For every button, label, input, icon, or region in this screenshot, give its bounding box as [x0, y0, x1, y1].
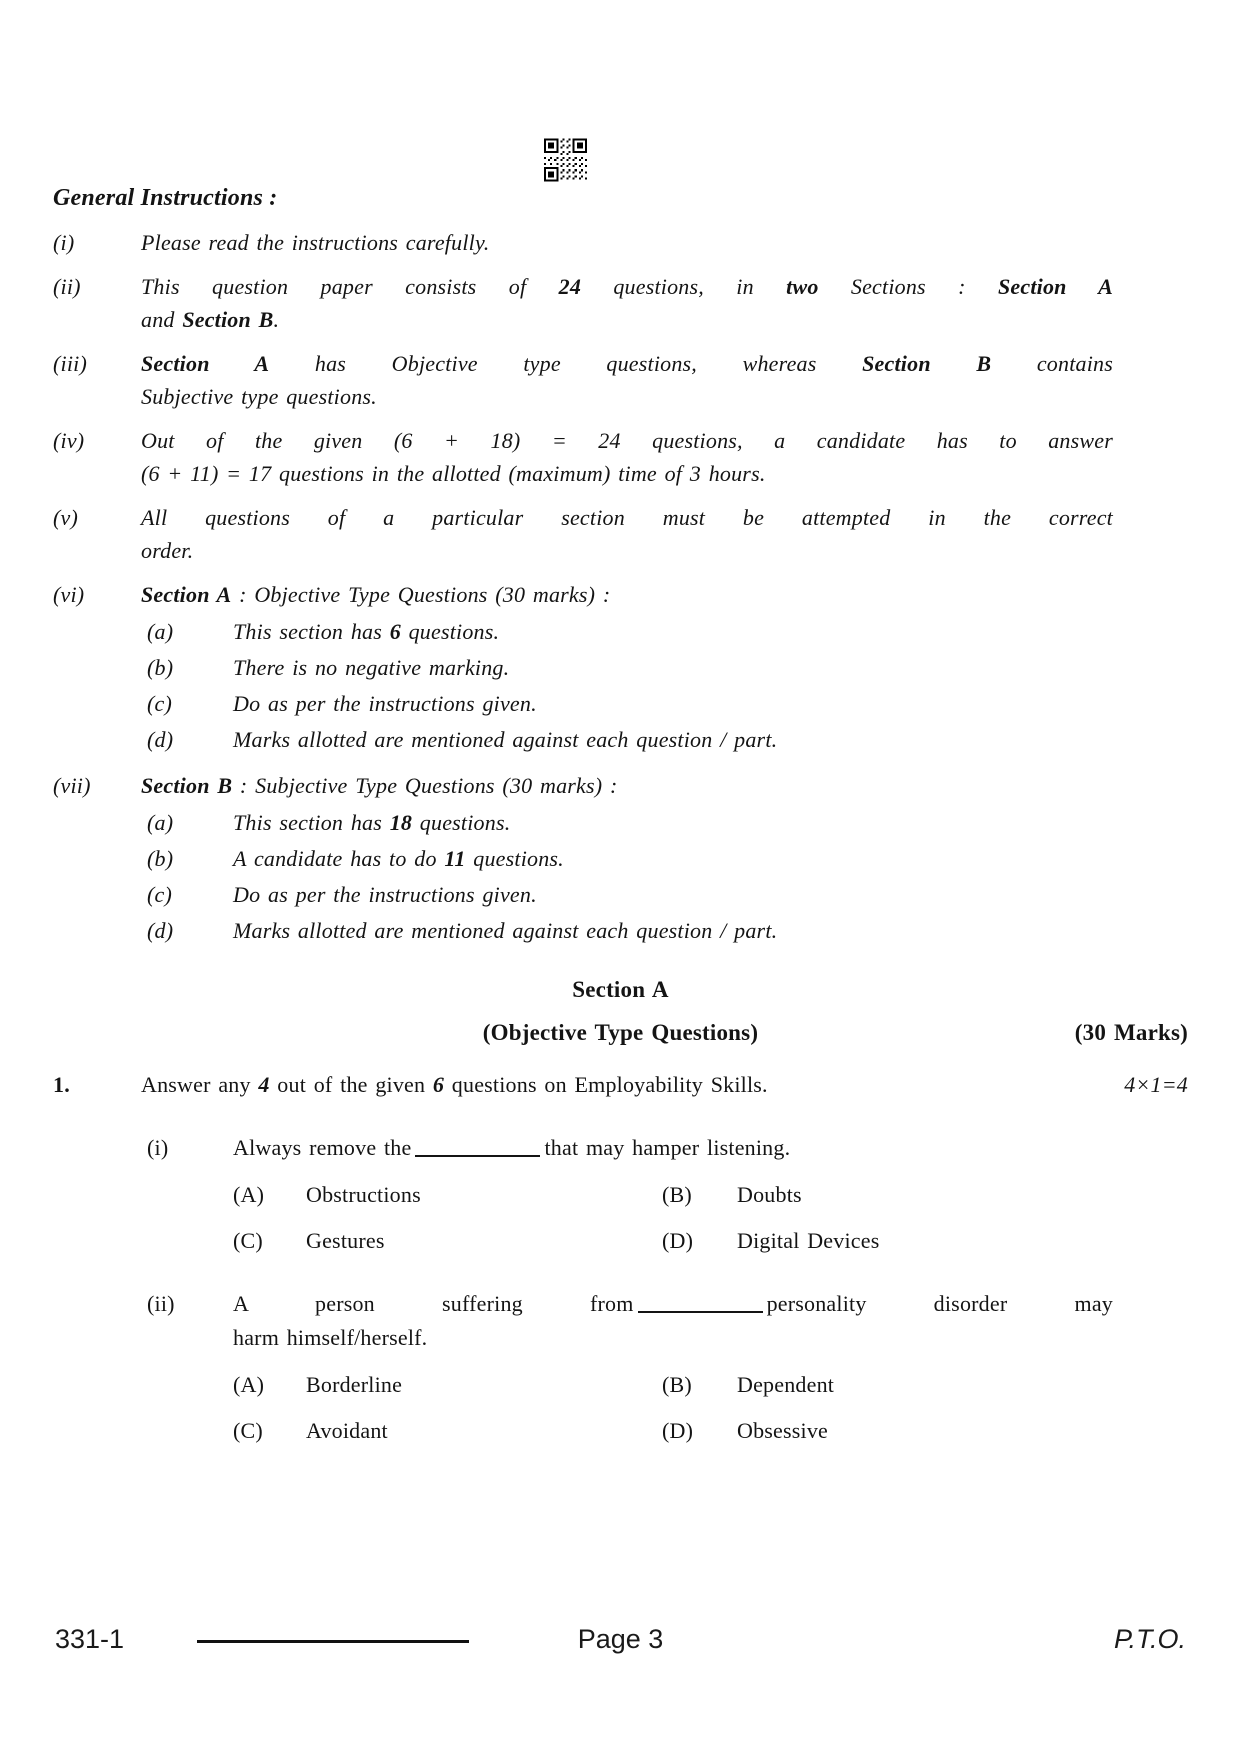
text-segment: Marks allotted are mentioned against each question / part.: [233, 727, 778, 752]
paper-code: 331-1: [55, 1624, 125, 1654]
instruction-item-text: [141, 226, 1113, 259]
text-line: [141, 347, 1113, 380]
text-segment: 11: [444, 846, 466, 871]
instruction-item-text: [141, 424, 1113, 490]
instruction-sub-item: [53, 614, 1188, 650]
instruction-sub-item-label: (c): [147, 882, 173, 907]
instruction-item-text: [141, 501, 1113, 567]
instruction-sub-item-text: [233, 686, 1113, 722]
subquestion-label: (ii): [147, 1291, 175, 1316]
instruction-sub-list: [53, 805, 1188, 949]
instruction-sub-item-text: [233, 841, 1113, 877]
instruction-item: [53, 424, 1188, 490]
question-1-text: [141, 1068, 1011, 1101]
instruction-sub-item: [53, 722, 1188, 758]
instruction-sub-item-label: (b): [147, 655, 174, 680]
instruction-sub-item: [53, 913, 1188, 949]
option-label: (A): [233, 1372, 265, 1397]
instruction-item-label: (ii): [53, 274, 81, 299]
text-segment: There is no negative marking.: [233, 655, 510, 680]
question-1-number: 1.: [53, 1072, 70, 1097]
text-line: [141, 534, 1113, 567]
instruction-sub-item-text: [233, 913, 1113, 949]
text-line: [141, 303, 1113, 336]
text-segment: Please read the instructions carefully.: [141, 230, 490, 255]
text-segment: 24: [558, 274, 582, 299]
option-row: [233, 1178, 1113, 1211]
instruction-sub-item-label: (b): [147, 846, 174, 871]
text-segment: Out of the given (6 + 18) = 24 questions, a candidate has to answer: [141, 428, 1113, 453]
text-segment: and: [141, 307, 183, 332]
text-segment: questions.: [400, 619, 500, 644]
instruction-sub-item-label: (a): [147, 619, 174, 644]
instruction-item-text: [141, 270, 1113, 336]
instruction-sub-item: [53, 805, 1188, 841]
section-a-subtitle-row: [53, 1016, 1188, 1049]
fill-in-blank-line: [638, 1311, 763, 1313]
option-text: Avoidant: [306, 1418, 388, 1443]
pto-label: P.T.O.: [1113, 1624, 1186, 1654]
text-segment: Sections :: [818, 274, 998, 299]
option: [233, 1178, 662, 1211]
option-row: [233, 1368, 1113, 1401]
fill-in-blank-line: [415, 1155, 540, 1157]
text-segment: A person suffering from: [233, 1291, 634, 1316]
subquestion: [53, 1131, 1188, 1257]
text-segment: Do as per the instructions given.: [233, 691, 537, 716]
option-text: Borderline: [306, 1372, 403, 1397]
text-segment: Answer any: [141, 1072, 259, 1097]
subquestion-body: [233, 1131, 1113, 1257]
text-line: [141, 424, 1113, 457]
instruction-item-label: (vi): [53, 582, 85, 607]
subquestion: [53, 1287, 1188, 1447]
option-label: (B): [662, 1182, 692, 1207]
option-row: [233, 1414, 1113, 1447]
text-segment: (6 + 11) = 17 questions in the allotted (maximum) time of 3 hours.: [141, 461, 766, 486]
instruction-item-label: (vii): [53, 773, 91, 798]
text-segment: A candidate has to do: [233, 846, 445, 871]
instruction-item-text: [141, 578, 1113, 611]
text-segment: order.: [141, 538, 194, 563]
text-line: [141, 270, 1113, 303]
instruction-sub-item-text: [233, 614, 1113, 650]
instruction-sub-item: [53, 841, 1188, 877]
option: [662, 1224, 879, 1257]
text-line: [141, 501, 1113, 534]
text-segment: This question paper consists of: [141, 274, 559, 299]
instruction-item: [53, 347, 1188, 413]
option-label: (C): [233, 1418, 263, 1443]
instruction-item: [53, 578, 1188, 611]
text-segment: out of the given: [269, 1072, 433, 1097]
text-segment: Always remove the: [233, 1135, 412, 1160]
text-segment: Section B: [141, 773, 233, 798]
instruction-item: [53, 270, 1188, 336]
instruction-sub-item-text: [233, 877, 1113, 913]
text-segment: that may hamper listening.: [544, 1135, 791, 1160]
option-label: (D): [662, 1418, 694, 1443]
text-segment: : Subjective Type Questions (30 marks) :: [232, 773, 618, 798]
text-segment: questions.: [412, 810, 511, 835]
text-line: [141, 226, 1113, 259]
section-a-title: Section A: [572, 977, 669, 1002]
text-line: [233, 1287, 1113, 1321]
text-line: [141, 769, 1113, 802]
text-line: [233, 1321, 1113, 1355]
option-label: (C): [233, 1228, 263, 1253]
text-segment: : Objective Type Questions (30 marks) :: [231, 582, 611, 607]
instruction-sub-item: [53, 650, 1188, 686]
option-text: Digital Devices: [737, 1228, 880, 1253]
text-segment: Section A: [141, 351, 270, 376]
text-line: [141, 380, 1113, 413]
general-instructions-list: [53, 226, 1188, 949]
instruction-sub-item: [53, 877, 1188, 913]
text-segment: All questions of a particular section must be attempted in the correct: [141, 505, 1113, 530]
question-1-subquestions: [53, 1131, 1188, 1447]
text-segment: personality disorder may: [766, 1291, 1113, 1316]
subquestion-label: (i): [147, 1135, 169, 1160]
instruction-item: [53, 501, 1188, 567]
text-segment: questions.: [465, 846, 564, 871]
text-segment: Section A: [141, 582, 232, 607]
text-segment: questions, in: [581, 274, 787, 299]
instruction-item-label: (iii): [53, 351, 87, 376]
text-line: [141, 578, 1113, 611]
instruction-item-text: [141, 769, 1113, 802]
option: [662, 1368, 834, 1401]
page-content: [53, 0, 1188, 1447]
option-text: Doubts: [737, 1182, 802, 1207]
text-segment: This section has: [233, 810, 390, 835]
question-1-row: [53, 1068, 1188, 1101]
text-line: [141, 457, 1113, 490]
text-segment: Do as per the instructions given.: [233, 882, 537, 907]
instruction-sub-item-text: [233, 805, 1113, 841]
instruction-sub-item-text: [233, 722, 1113, 758]
text-segment: Marks allotted are mentioned against each question / part.: [233, 918, 778, 943]
option: [662, 1414, 828, 1447]
option-label: (A): [233, 1182, 265, 1207]
text-segment: Section A: [997, 274, 1113, 299]
text-segment: 4: [258, 1072, 270, 1097]
instruction-sub-item: [53, 686, 1188, 722]
section-a-marks-badge: (30 Marks): [1074, 1020, 1188, 1045]
option-label: (D): [662, 1228, 694, 1253]
text-segment: contains: [991, 351, 1113, 376]
instruction-item-label: (iv): [53, 428, 85, 453]
option-text: Obsessive: [737, 1418, 829, 1443]
text-segment: .: [273, 307, 280, 332]
instruction-sub-item-label: (c): [147, 691, 173, 716]
text-segment: questions on Employability Skills.: [444, 1072, 768, 1097]
page-number: Page 3: [577, 1624, 664, 1654]
text-segment: This section has: [233, 619, 390, 644]
option: [233, 1368, 662, 1401]
instruction-item-text: [141, 347, 1113, 413]
instruction-item: [53, 226, 1188, 259]
text-segment: harm himself/herself.: [233, 1325, 428, 1350]
option-label: (B): [662, 1372, 692, 1397]
instruction-sub-list: [53, 614, 1188, 758]
text-line: [233, 1131, 1113, 1165]
subquestion-body: [233, 1287, 1113, 1447]
instruction-sub-item-label: (d): [147, 727, 174, 752]
option: [662, 1178, 802, 1211]
text-segment: 6: [389, 619, 401, 644]
page-footer: [53, 1624, 1188, 1664]
text-segment: 6: [432, 1072, 445, 1097]
option-text: Obstructions: [306, 1182, 421, 1207]
text-segment: Section B: [862, 351, 992, 376]
text-segment: 18: [389, 810, 413, 835]
instruction-item-label: (v): [53, 505, 79, 530]
text-segment: two: [786, 274, 819, 299]
question-1-marks: 4×1=4: [1124, 1072, 1188, 1097]
text-segment: Subjective type questions.: [141, 384, 377, 409]
text-segment: has Objective type questions, whereas: [269, 351, 863, 376]
instruction-sub-item-text: [233, 650, 1113, 686]
instruction-item: [53, 769, 1188, 802]
text-segment: Section B: [182, 307, 274, 332]
instruction-item-label: (i): [53, 230, 75, 255]
general-instructions-title: General Instructions :: [53, 185, 278, 211]
instruction-sub-item-label: (a): [147, 810, 174, 835]
option: [233, 1414, 662, 1447]
section-a-subtitle: (Objective Type Questions): [482, 1020, 759, 1045]
instruction-sub-item-label: (d): [147, 918, 174, 943]
option-text: Dependent: [737, 1372, 835, 1397]
option-text: Gestures: [306, 1228, 385, 1253]
option: [233, 1224, 662, 1257]
option-row: [233, 1224, 1113, 1257]
